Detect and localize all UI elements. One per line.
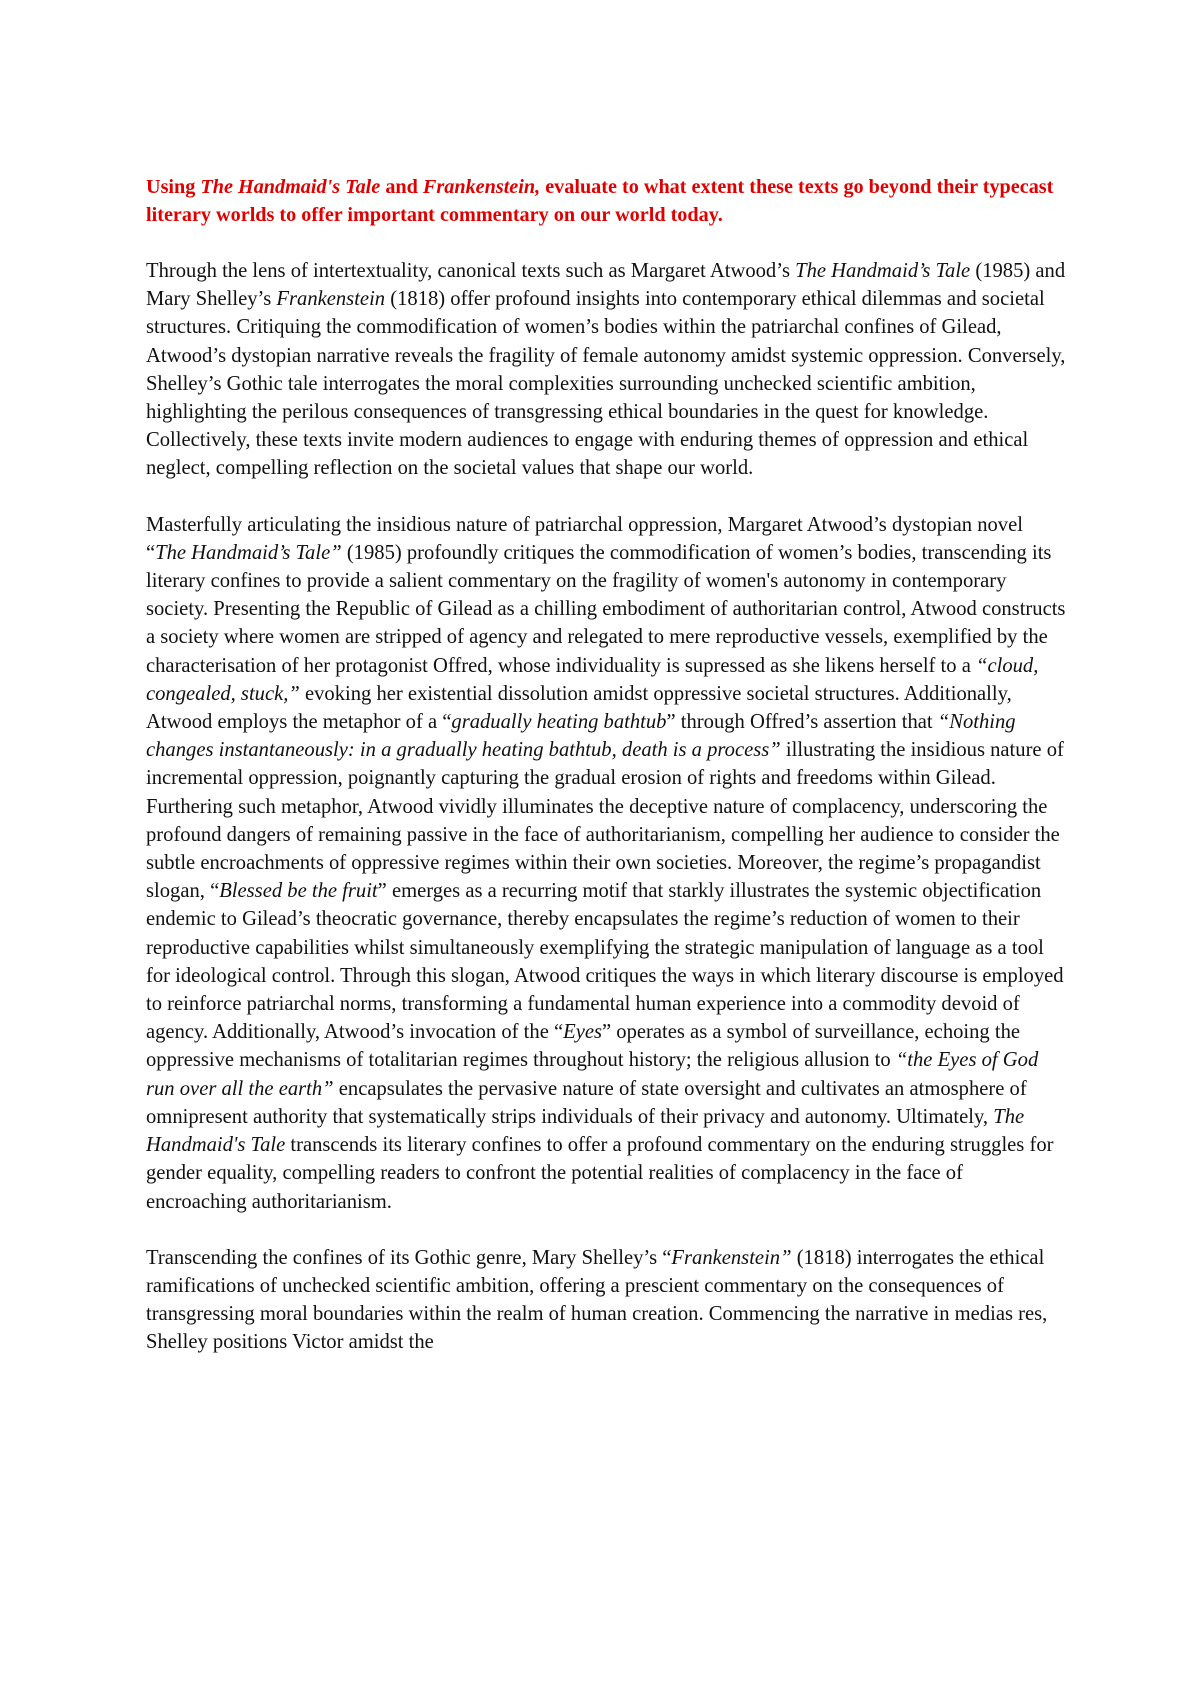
intro-paragraph: Through the lens of intertextuality, canonical texts such as Margaret Atwood’s The Handmaid’s Tale (1985) and Mary Shelley’s Frankenstein (1818) offer profound insights into contemporary ethical dilemmas and societal structures. Critiquing the commodification of women’s bodies within the patriarchal confines of Gilead, Atwood’s dystopian narrative reveals the fragility of female autonomy amidst systemic oppression. Conversely, Shelley’s Gothic tale interrogates the moral complexities surrounding unchecked scientific ambition, highlighting the perilous consequences of transgressing ethical boundaries in the quest for knowledge. Collectively, these texts invite modern audiences to engage with enduring themes of oppression and ethical neglect, compelling reflection on the societal values that shape our world. — [146, 260, 1066, 480]
prompt-text: evaluate to what extent these texts go beyond their typecast literary worlds to offer important commentary on our world today. — [146, 176, 1054, 226]
document-body — [146, 173, 1066, 1357]
title-frankenstein: Frankenstein” — [671, 1246, 792, 1269]
quote: gradually heating bathtub — [451, 711, 667, 734]
essay-prompt — [146, 173, 1066, 229]
quote: Blessed be the fruit — [219, 880, 378, 903]
quote: “Nothing changes instantaneously: in a gradually heating bathtub, death is a process” — [146, 711, 1016, 762]
prompt-title-handmaids-tale: The Handmaid's Tale — [200, 176, 381, 198]
body-paragraph-frankenstein: Transcending the confines of its Gothic genre, Mary Shelley’s “Frankenstein” (1818) interrogates the ethical ramifications of unchecked scientific ambition, offering a prescient commentary on the consequences of transgressing moral boundaries within the realm of human creation. Commencing the narrative in medias res, Shelley positions Victor amidst the — [146, 1246, 1048, 1354]
quote: Eyes — [563, 1021, 603, 1044]
title-handmaids-tale: The Handmaid’s Tale — [795, 260, 971, 282]
title-handmaids-tale: The Handmaid's Tale — [146, 1105, 1025, 1157]
title-frankenstein: Frankenstein — [276, 288, 386, 311]
body-paragraph-handmaids-tale: Masterfully articulating the insidious nature of patriarchal oppression, Margaret Atwood’s dystopian novel “The Handmaid’s Tale” (1985) profoundly critiques the commodification of women’s bodies, transcending its literary confines to provide a salient commentary on the fragility of women's autonomy in contemporary society. Presenting the Republic of Gilead as a chilling embodiment of authoritarian control, Atwood constructs a society where women are stripped of agency and relegated to mere reproductive vessels, exemplified by the characterisation of her protagonist Offred, whose individuality is supressed as she likens herself to a “cloud, congealed, stuck,” evoking her existential dissolution amidst oppressive societal structures. Additionally, Atwood employs the metaphor of a “gradually heating bathtub” through Offred’s assertion that “Nothing changes instantaneously: in a gradually heating bathtub, death is a process” illustrating the insidious nature of incremental oppression, poignantly capturing the gradual erosion of rights and freedoms within Gilead. Furthering such metaphor, Atwood vividly illuminates the deceptive nature of complacency, underscoring the profound dangers of remaining passive in the face of authoritarianism, compelling her audience to consider the subtle encroachments of oppressive regimes within their own societies. Moreover, the regime’s propagandist slogan, “Blessed be the fruit” emerges as a recurring motif that starkly illustrates the systemic objectification endemic to Gilead’s theocratic governance, thereby encapsulates the regime’s reduction of women to their reproductive capabilities whilst simultaneously exemplifying the strategic manipulation of language as a tool for ideological control. Through this slogan, Atwood critiques the ways in which literary discourse is employed to reinforce patriarchal norms, transforming a fundamental human experience into a commodity devoid of agency. Additionally, Atwood’s invocation of the “Eyes” operates as a symbol of surveillance, echoing the oppressive mechanisms of totalitarian regimes throughout history; the religious allusion to “the Eyes of God run over all the earth” encapsulates the pervasive nature of state oversight and cultivates an atmosphere of omnipresent authority that systematically strips individuals of their privacy and autonomy. Ultimately, The Handmaid's Tale transcends its literary confines to offer a profound commentary on the enduring struggles for gender equality, compelling readers to confront the potential realities of complacency in the face of encroaching authoritarianism. — [146, 513, 1066, 1213]
title-handmaids-tale: The Handmaid’s Tale” — [155, 541, 342, 564]
quote: “cloud, congealed, stuck,” — [146, 654, 1039, 705]
quote: “the Eyes of God run over all the earth” — [146, 1049, 1039, 1100]
prompt-text: Using — [146, 176, 201, 198]
prompt-title-frankenstein: Frankenstein, — [422, 176, 541, 198]
prompt-text: and — [380, 176, 423, 198]
